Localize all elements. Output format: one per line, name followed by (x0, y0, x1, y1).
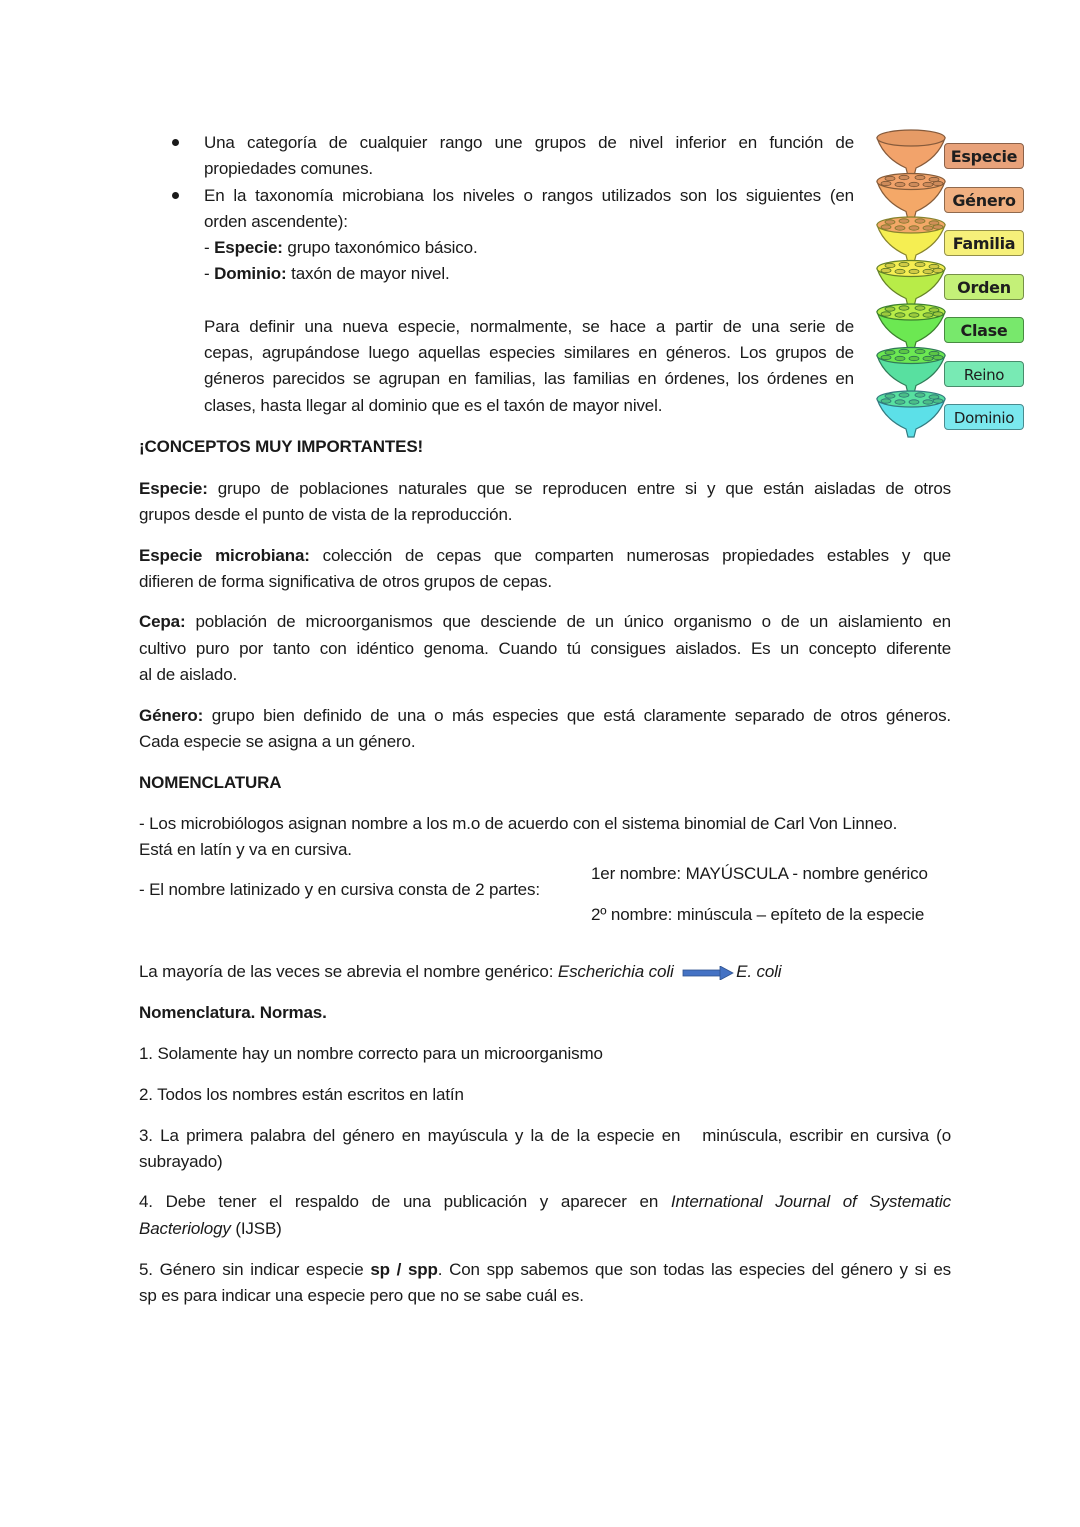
cell-icon (885, 350, 895, 354)
cell-icon (915, 393, 925, 397)
rank-definition-especie (204, 235, 478, 261)
cell-icon (881, 225, 891, 229)
concept-cepa-line-3: al de aislado. (139, 665, 238, 684)
rule-3-line-1: 3. La primera palabra del género en mayúscula y la de la especie en minúscula, escribir en cursiva (o (139, 1126, 951, 1145)
bullet-icon (172, 192, 179, 199)
cell-icon (909, 182, 919, 186)
cell-icon (881, 268, 891, 272)
concept-especie-microbiana-line-2: difieren de forma significativa de otros grupos de cepas. (139, 572, 552, 591)
definition: población de microorganismos que desciende de un único organismo o de un aislamiento en (185, 612, 951, 631)
term: Especie: (139, 479, 208, 498)
cell-icon (899, 306, 909, 310)
rank-label-reino: Reino (944, 361, 1024, 387)
name-part-2: 2º nombre: minúscula – epíteto de la especie (591, 905, 925, 924)
journal-abbreviation: (IJSB) (230, 1219, 282, 1238)
term: Dominio: (214, 264, 287, 283)
rank-label-género: Género (944, 187, 1024, 213)
funnel-género (877, 174, 945, 220)
cell-icon (933, 181, 943, 185)
term: Especie: (214, 238, 283, 257)
nomenclature-heading: NOMENCLATURA (139, 773, 282, 792)
sp-spp: sp / spp (370, 1260, 438, 1279)
rule-5-text: 5. Género sin indicar especie (139, 1260, 371, 1279)
cell-icon (923, 226, 933, 230)
cell-icon (909, 313, 919, 317)
cell-icon (915, 175, 925, 179)
cell-icon (915, 262, 925, 266)
rule-5-line-2: sp es para indicar una especie pero que no se sabe cuál es. (139, 1286, 584, 1305)
cell-icon (885, 263, 895, 267)
definition: grupo de poblaciones naturales que se reproducen entre si y que están aisladas de otros (207, 479, 951, 498)
rank-label-familia: Familia (944, 230, 1024, 256)
rule-5-line-1 (139, 1257, 951, 1283)
cell-icon (885, 394, 895, 398)
cell-icon (895, 226, 905, 230)
funnel-reino (877, 348, 945, 394)
bullet-1-line-1: Una categoría de cualquier rango une grupos de nivel inferior en función de (204, 133, 854, 152)
definition: taxón de mayor nivel. (286, 264, 450, 283)
cell-icon (899, 175, 909, 179)
name-parts-intro: - El nombre latinizado y en cursiva consta de 2 partes: (139, 880, 540, 899)
intro-paragraph-line-3: géneros parecidos se agrupan en familias, las familias en órdenes, los órdenes en (204, 369, 854, 388)
funnel-stack (874, 126, 948, 442)
cell-icon (895, 356, 905, 360)
cell-icon (923, 313, 933, 317)
cell-icon (885, 220, 895, 224)
cell-icon (909, 356, 919, 360)
bullet-2-line-1: En la taxonomía microbiana los niveles o rangos utilizados son los siguientes (en (204, 186, 854, 205)
abbreviation-text: La mayoría de las veces se abrevia el nombre genérico: (139, 962, 558, 981)
cell-icon (899, 262, 909, 266)
cell-icon (899, 349, 909, 353)
dash: - (204, 264, 215, 283)
cell-icon (923, 356, 933, 360)
cell-icon (909, 269, 919, 273)
rule-3-line-2: subrayado) (139, 1152, 223, 1171)
bullet-1-line-2: propiedades comunes. (204, 159, 374, 178)
cell-icon (881, 399, 891, 403)
bullet-2-line-2: orden ascendente): (204, 212, 348, 231)
cell-icon (881, 181, 891, 185)
intro-paragraph-line-1: Para definir una nueva especie, normalmente, se hace a partir de una serie de (204, 317, 854, 336)
cell-icon (915, 306, 925, 310)
rank-definition-dominio (204, 261, 450, 287)
bullet-icon (172, 139, 179, 146)
rank-label-orden: Orden (944, 274, 1024, 300)
rule-1: 1. Solamente hay un nombre correcto para un microorganismo (139, 1044, 603, 1063)
short-name: E. coli (736, 962, 782, 981)
term: Especie microbiana: (139, 546, 310, 565)
term: Cepa: (139, 612, 186, 631)
cell-icon (899, 393, 909, 397)
name-part-1: 1er nombre: MAYÚSCULA - nombre genérico (591, 864, 928, 883)
cell-icon (885, 176, 895, 180)
concept-especie-line-1 (139, 476, 951, 502)
taxonomy-funnel-diagram (874, 126, 1034, 442)
cell-icon (933, 355, 943, 359)
cell-icon (923, 182, 933, 186)
rank-label-clase: Clase (944, 317, 1024, 343)
rule-4-line-1 (139, 1189, 951, 1215)
cell-icon (933, 312, 943, 316)
intro-paragraph-line-4: clases, hasta llegar al dominio que es el taxón de mayor nivel. (204, 396, 663, 415)
cell-icon (895, 313, 905, 317)
cell-icon (923, 269, 933, 273)
rule-4-line-2 (139, 1216, 282, 1242)
cell-icon (881, 312, 891, 316)
journal-name: International Journal of Systematic (670, 1192, 951, 1211)
concept-cepa-line-2: cultivo puro por tanto con idéntico genoma. Cuando tú consigues aislados. Es un concepto diferente (139, 639, 951, 658)
nomenclature-line-2: Está en latín y va en cursiva. (139, 840, 352, 859)
concept-genero-line-1 (139, 703, 951, 729)
cell-icon (915, 219, 925, 223)
concept-genero-line-2: Cada especie se asigna a un género. (139, 732, 416, 751)
concepts-heading: ¡CONCEPTOS MUY IMPORTANTES! (139, 437, 424, 456)
cell-icon (895, 182, 905, 186)
definition: grupo bien definido de una o más especies que está claramente separado de otros géneros. (203, 706, 951, 725)
rules-heading: Nomenclatura. Normas. (139, 1003, 327, 1022)
nomenclature-line-1: - Los microbiólogos asignan nombre a los m.o de acuerdo con el sistema binomial de Carl Von Linneo. (139, 814, 898, 833)
cell-icon (909, 400, 919, 404)
cell-icon (885, 307, 895, 311)
dash: - (204, 238, 215, 257)
cell-icon (895, 269, 905, 273)
term: Género: (139, 706, 204, 725)
cell-icon (881, 355, 891, 359)
cell-icon (933, 268, 943, 272)
concept-especie-line-2: grupos desde el punto de vista de la reproducción. (139, 505, 513, 524)
definition: colección de cepas que comparten numerosas propiedades estables y que (309, 546, 951, 565)
journal-name: Bacteriology (139, 1219, 231, 1238)
cell-icon (899, 219, 909, 223)
funnel-clase (877, 304, 945, 350)
rule-5-text-cont: . Con spp sabemos que son todas las especies del género y si es (437, 1260, 951, 1279)
cell-icon (923, 400, 933, 404)
rank-label-especie: Especie (944, 143, 1024, 169)
rule-4-text: 4. Debe tener el respaldo de una publicación y aparecer en (139, 1192, 671, 1211)
rank-label-dominio: Dominio (944, 404, 1024, 430)
funnel-familia (877, 217, 945, 263)
funnel-orden (877, 261, 945, 307)
cell-icon (933, 399, 943, 403)
rule-2: 2. Todos los nombres están escritos en latín (139, 1085, 464, 1104)
definition: grupo taxonómico básico. (282, 238, 478, 257)
cell-icon (895, 400, 905, 404)
cell-icon (933, 225, 943, 229)
arrow-right-icon (682, 966, 734, 980)
concept-cepa-line-1 (139, 609, 951, 635)
funnel-especie (877, 130, 945, 176)
intro-paragraph-line-2: cepas, agrupándose luego aquellas especies similares en géneros. Los grupos de (204, 343, 854, 362)
cell-icon (909, 226, 919, 230)
abbreviation-example (139, 959, 781, 985)
concept-especie-microbiana-line-1 (139, 543, 951, 569)
cell-icon (915, 349, 925, 353)
full-name: Escherichia coli (557, 962, 674, 981)
funnel-dominio (877, 391, 945, 437)
